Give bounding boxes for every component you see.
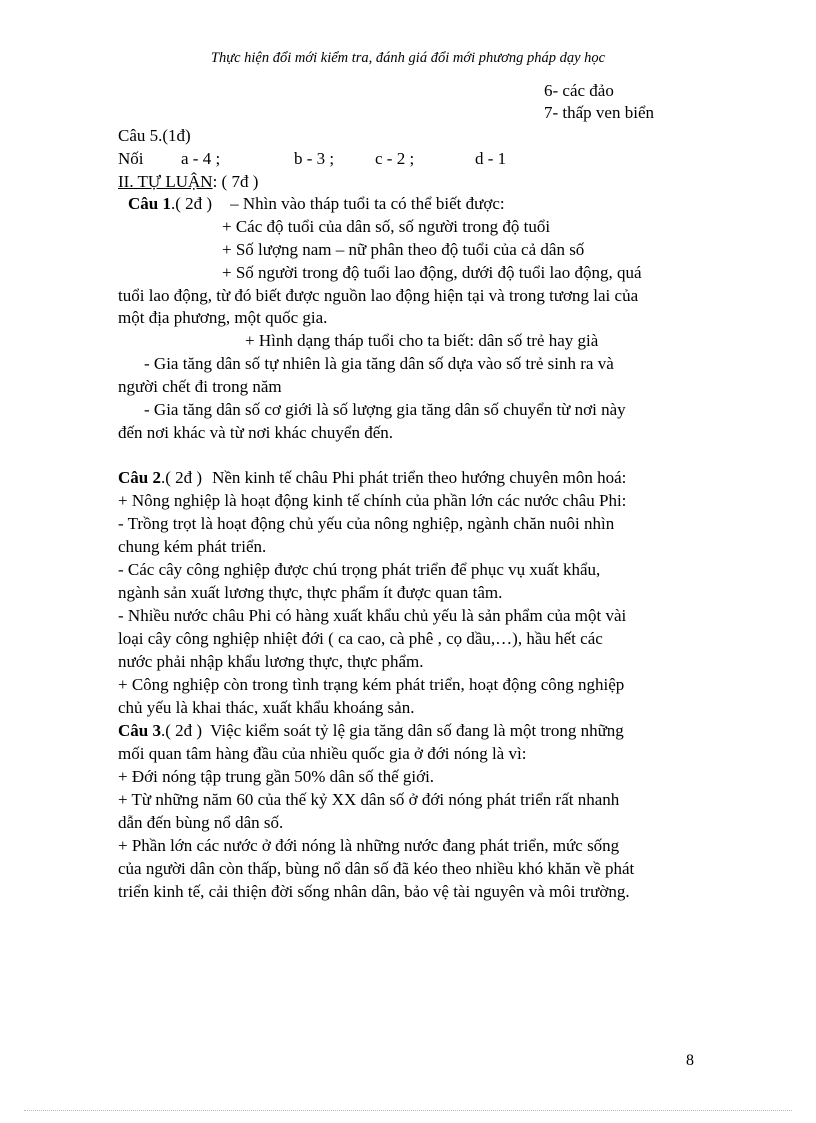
- cau1-item: + Các độ tuổi của dân số, số người trong độ tuổi: [222, 217, 551, 236]
- cau2-score: .( 2đ ): [160, 468, 203, 487]
- cau3-line: dẫn đến bùng nổ dân số.: [118, 813, 284, 832]
- cau2-line: ngành sản xuất lương thực, thực phẩm ít được quan tâm.: [118, 583, 503, 602]
- cau1-label: Câu 1: [128, 194, 171, 213]
- cau1-natural: người chết đi trong năm: [118, 377, 282, 396]
- cau2-line: - Trồng trọt là hoạt động chủ yếu của nông nghiệp, ngành chăn nuôi nhìn: [118, 514, 615, 533]
- cau1-mechanical: đến nơi khác và từ nơi khác chuyển đến.: [118, 423, 394, 442]
- cau2-line: chủ yếu là khai thác, xuất khẩu khoáng sản.: [118, 698, 415, 717]
- cau1-mechanical: - Gia tăng dân số cơ giới là số lượng gia tăng dân số chuyển từ nơi này: [144, 400, 626, 419]
- cau3-score: .( 2đ ): [160, 721, 203, 740]
- cau3-label: Câu 3: [118, 721, 161, 740]
- cau3-line: + Từ những năm 60 của thế kỷ XX dân số ở đới nóng phát triển rất nhanh: [118, 790, 620, 809]
- cau5-noi: Nối: [118, 149, 144, 168]
- section-heading-title: II. TỰ LUẬN: [118, 172, 213, 191]
- cau3-line: + Đới nóng tập trung gần 50% dân số thế giới.: [118, 767, 435, 786]
- cau2-line: nước phải nhập khẩu lương thực, thực phẩm.: [118, 652, 424, 671]
- footer-divider: [24, 1110, 792, 1111]
- cau2-label: Câu 2: [118, 468, 161, 487]
- page-number: 8: [686, 1052, 694, 1069]
- cau3-line: + Phần lớn các nước ở đới nóng là những nước đang phát triển, mức sống: [118, 836, 620, 855]
- cau2-heading: [118, 467, 626, 489]
- cau5-pair: d - 1: [475, 149, 507, 168]
- top-item: 7- thấp ven biển: [544, 103, 654, 122]
- cau2-line: - Nhiều nước châu Phi có hàng xuất khẩu chủ yếu là sản phẩm của một vài: [118, 606, 627, 625]
- cau5-pair: a - 4 ;: [181, 149, 221, 168]
- cau2-line: - Các cây công nghiệp được chú trọng phát triển để phục vụ xuất khẩu,: [118, 560, 601, 579]
- cau3-heading: [118, 720, 624, 742]
- cau1-shape: + Hình dạng tháp tuổi cho ta biết: dân số trẻ hay già: [245, 331, 599, 350]
- section-heading-points: : ( 7đ ): [212, 172, 259, 191]
- cau2-intro: Nền kinh tế châu Phi phát triển theo hướng chuyên môn hoá:: [212, 468, 627, 487]
- cau1-item: + Số lượng nam – nữ phân theo độ tuổi của cả dân số: [222, 240, 585, 259]
- cau1-cont: tuổi lao động, từ đó biết được nguồn lao động hiện tại và trong tương lai của: [118, 286, 639, 305]
- cau1-cont: một địa phương, một quốc gia.: [118, 308, 328, 327]
- cau3-line: triển kinh tế, cải thiện đời sống nhân dân, bảo vệ tài nguyên và môi trường.: [118, 882, 630, 901]
- cau3-line: của người dân còn thấp, bùng nổ dân số đã kéo theo nhiều khó khăn về phát: [118, 859, 635, 878]
- cau1-score: .( 2đ ): [170, 194, 213, 213]
- section-heading: [118, 171, 258, 193]
- cau3-intro: Việc kiểm soát tỷ lệ gia tăng dân số đang là một trong những: [210, 721, 624, 740]
- cau5-pair: c - 2 ;: [375, 149, 415, 168]
- cau1-intro: – Nhìn vào tháp tuổi ta có thể biết được:: [230, 194, 505, 213]
- cau2-line: chung kém phát triển.: [118, 537, 267, 556]
- cau5-pair: b - 3 ;: [294, 149, 335, 168]
- cau3-line: mối quan tâm hàng đầu của nhiều quốc gia ở đới nóng là vì:: [118, 744, 527, 763]
- top-item: 6- các đảo: [544, 81, 614, 100]
- cau1-natural: - Gia tăng dân số tự nhiên là gia tăng dân số dựa vào số trẻ sinh ra và: [144, 354, 614, 373]
- cau5-title: Câu 5.(1đ): [118, 126, 191, 145]
- cau2-line: + Nông nghiệp là hoạt động kinh tế chính của phần lớn các nước châu Phi:: [118, 491, 627, 510]
- cau2-line: loại cây công nghiệp nhiệt đới ( ca cao, cà phê , cọ dầu,…), hầu hết các: [118, 629, 603, 648]
- page-header: Thực hiện đổi mới kiểm tra, đánh giá đổi mới phương pháp dạy học: [210, 50, 606, 66]
- cau1-item: + Số người trong độ tuổi lao động, dưới độ tuổi lao động, quá: [222, 263, 642, 282]
- cau2-line: + Công nghiệp còn trong tình trạng kém phát triển, hoạt động công nghiệp: [118, 675, 625, 694]
- cau1-heading: [128, 193, 505, 215]
